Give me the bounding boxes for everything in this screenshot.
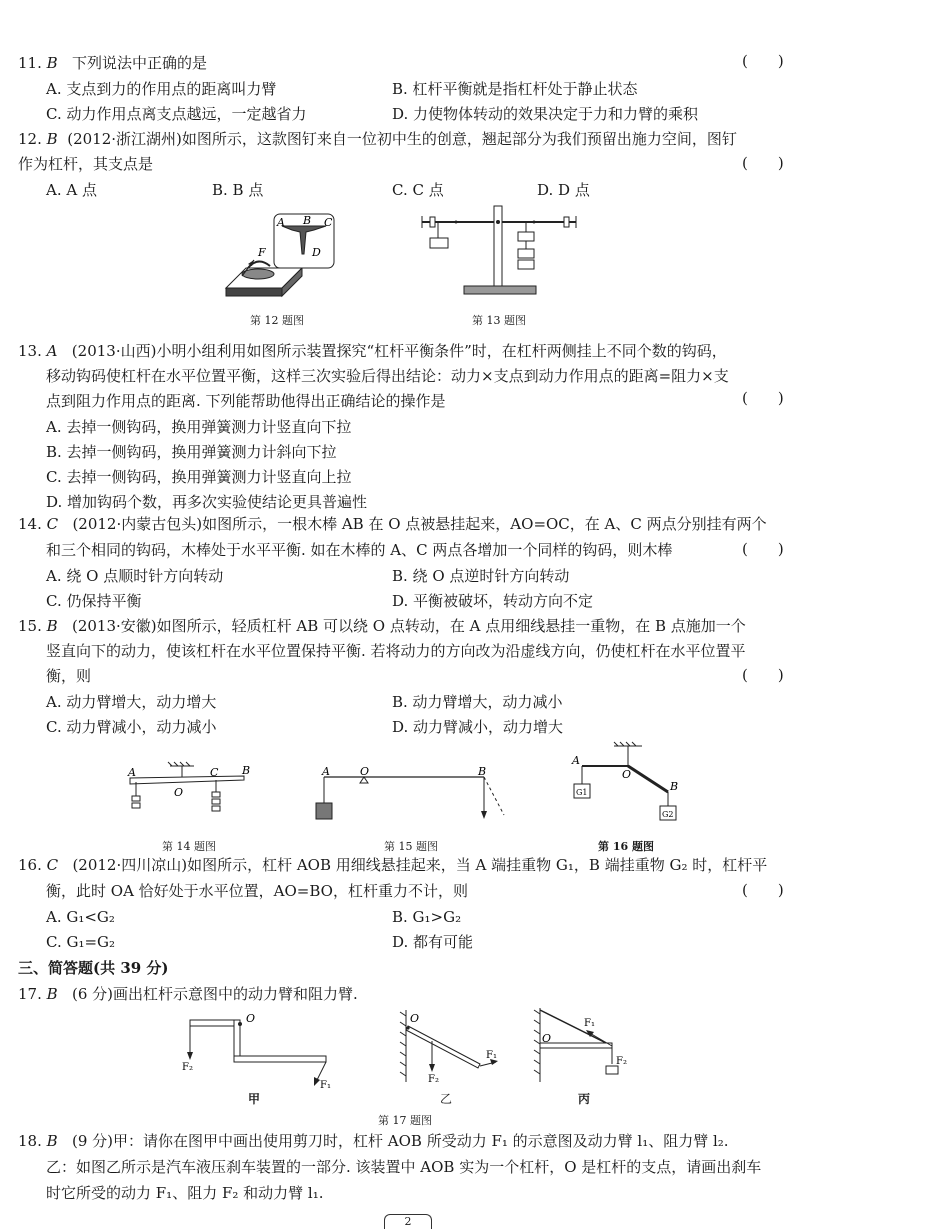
fig12-label-f: F — [258, 246, 266, 259]
q13-line2: 移动钩码使杠杆在水平位置平衡，这样三次实验后得出结论：动力×支点到动力作用点的距离=阻力×支 — [46, 367, 729, 385]
fig14-label-b: B — [242, 764, 251, 777]
fig12-label-b: B — [303, 214, 312, 227]
q14-option-c: C. 仍保持平衡 — [46, 592, 142, 610]
fig16-label-g1: G1 — [576, 788, 588, 797]
q18-line2: 乙：如图乙所示是汽车液压刹车装置的一部分. 该装置中 AOB 实为一个杠杆，O 是杠杆的支点，请画出刹车 — [46, 1158, 762, 1176]
q17-stem: 17. B (6 分)画出杠杆示意图中的动力臂和阻力臂. — [18, 985, 358, 1003]
fig16-label-b: B — [670, 780, 679, 793]
fig17-jia-label-o: O — [246, 1012, 256, 1025]
fig13-caption: 第 13 题图 — [472, 314, 526, 327]
q16-line2: 衡，此时 OA 恰好处于水平位置，AO=BO，杠杆重力不计，则 — [46, 882, 468, 900]
fig16-caption: 第 16 题图 — [598, 840, 654, 853]
q13-option-d: D. 增加钩码个数，再多次实验使结论更具普遍性 — [46, 493, 368, 511]
fig15-label-b: B — [478, 765, 487, 778]
q14-option-b: B. 绕 O 点逆时针方向转动 — [392, 567, 570, 585]
fig17-bing-label-f2: F₂ — [616, 1056, 627, 1067]
q12-option-b: B. B 点 — [212, 181, 264, 199]
fig15-lever-diagram — [314, 765, 514, 827]
q14-option-d: D. 平衡被破坏，转动方向不定 — [392, 592, 594, 610]
q16-paren: ( ) — [742, 881, 784, 899]
fig14-label-c: C — [210, 766, 219, 779]
q12-option-d: D. D 点 — [537, 181, 590, 199]
q13-line1: 13. A (2013·山西)小明小组利用如图所示装置探究“杠杆平衡条件”时，在杠杆两侧挂上不同个数的钩码， — [18, 342, 727, 360]
fig12-label-d: D — [312, 246, 321, 259]
q13-option-a: A. 去掉一侧钩码，换用弹簧测力计竖直向下拉 — [46, 418, 352, 436]
fig17-caption: 第 17 题图 — [378, 1114, 432, 1127]
q14-line1: 14. C (2012·内蒙古包头)如图所示，一根木棒 AB 在 O 点被悬挂起来，AO=OC，在 A、C 两点分别挂有两个 — [18, 515, 767, 533]
fig12-label-a: A — [277, 216, 285, 229]
fig15-caption: 第 15 题图 — [384, 840, 438, 853]
q13-line3: 点到阻力作用点的距离. 下列能帮助他得出正确结论的操作是 — [46, 392, 446, 410]
q16-option-c: C. G₁=G₂ — [46, 933, 116, 951]
fig12-thumbtack-diagram — [218, 210, 338, 305]
fig17-jia-label-f2: F₂ — [182, 1062, 193, 1073]
q18-line3: 时它所受的动力 F₁、阻力 F₂ 和动力臂 l₁. — [46, 1184, 324, 1202]
q16-option-d: D. 都有可能 — [392, 933, 474, 951]
q15-paren: ( ) — [742, 666, 784, 684]
q12-option-c: C. C 点 — [392, 181, 444, 199]
fig17-yi-diagram — [396, 1006, 506, 1086]
fig13-lever-stand-diagram — [416, 204, 581, 298]
q16-option-a: A. G₁<G₂ — [46, 908, 115, 926]
q18-line1: 18. B (9 分)甲：请你在图甲中画出使用剪刀时，杠杆 AOB 所受动力 F₁ 的示意图及动力臂 l₁、阻力臂 l₂. — [18, 1132, 729, 1150]
fig12-caption: 第 12 题图 — [250, 314, 304, 327]
fig17-bing-label-o: O — [542, 1032, 552, 1045]
section-3-heading: 三、简答题(共 39 分) — [18, 959, 169, 977]
q15-option-d: D. 动力臂减小，动力增大 — [392, 718, 564, 736]
fig16-label-o: O — [622, 768, 632, 781]
q11-option-c: C. 动力作用点离支点越远，一定越省力 — [46, 105, 307, 123]
q11-option-b: B. 杠杆平衡就是指杠杆处于静止状态 — [392, 80, 638, 98]
fig16-bent-lever-diagram — [568, 742, 688, 828]
fig17-yi-caption: 乙 — [440, 1092, 453, 1106]
q15-line2: 竖直向下的动力，使该杠杆在水平位置保持平衡. 若将动力的方向改为沿虚线方向，仍使杠杆在水平位置平 — [46, 642, 746, 660]
q11-option-d: D. 力使物体转动的效果决定于力和力臂的乘积 — [392, 105, 699, 123]
q11-paren: ( ) — [742, 52, 784, 70]
fig14-lever-diagram — [124, 762, 254, 824]
fig16-label-a: A — [572, 754, 580, 767]
fig17-yi-label-f2: F₂ — [428, 1074, 439, 1085]
q11-option-a: A. 支点到力的作用点的距离叫力臂 — [46, 80, 277, 98]
q13-paren: ( ) — [742, 389, 784, 407]
fig17-jia-caption: 甲 — [248, 1092, 261, 1106]
q12-paren: ( ) — [742, 154, 784, 172]
fig17-yi-label-o: O — [410, 1012, 420, 1025]
fig17-jia-label-f1: F₁ — [320, 1080, 331, 1091]
q13-option-c: C. 去掉一侧钩码，换用弹簧测力计竖直向上拉 — [46, 468, 352, 486]
fig14-label-a: A — [128, 766, 136, 779]
q12-line1: 12. B (2012·浙江湖州)如图所示，这款图钉来自一位初中生的创意，翘起部分为我们预留出施力空间，图钉 — [18, 130, 737, 148]
q15-option-c: C. 动力臂减小，动力减小 — [46, 718, 217, 736]
fig15-label-a: A — [322, 765, 330, 778]
fig17-yi-label-f1: F₁ — [486, 1050, 497, 1061]
q14-line2: 和三个相同的钩码，木棒处于水平平衡. 如在木棒的 A、C 两点各增加一个同样的钩码，则木棒 — [46, 541, 673, 559]
fig15-label-o: O — [360, 765, 370, 778]
q16-option-b: B. G₁>G₂ — [392, 908, 462, 926]
page-number: 2 — [384, 1214, 432, 1229]
fig17-bing-label-f1: F₁ — [584, 1018, 595, 1029]
fig17-jia-diagram — [178, 1012, 338, 1092]
fig17-bing-caption: 丙 — [578, 1092, 591, 1106]
q15-line3: 衡，则 — [46, 667, 92, 685]
fig16-label-g2: G2 — [662, 810, 674, 819]
fig14-label-o: O — [174, 786, 184, 799]
q16-line1: 16. C (2012·四川凉山)如图所示，杠杆 AOB 用细线悬挂起来，当 A 端挂重物 G₁，B 端挂重物 G₂ 时，杠杆平 — [18, 856, 768, 874]
q12-option-a: A. A 点 — [46, 181, 97, 199]
q11-stem: 11. B 下列说法中正确的是 — [18, 54, 207, 72]
fig17-bing-diagram — [530, 1006, 640, 1086]
fig12-label-c: C — [324, 216, 333, 229]
q13-option-b: B. 去掉一侧钩码，换用弹簧测力计斜向下拉 — [46, 443, 337, 461]
fig14-caption: 第 14 题图 — [162, 840, 216, 853]
q15-option-b: B. 动力臂增大，动力减小 — [392, 693, 563, 711]
q14-paren: ( ) — [742, 540, 784, 558]
q12-line2: 作为杠杆，其支点是 — [18, 155, 154, 173]
q14-option-a: A. 绕 O 点顺时针方向转动 — [46, 567, 224, 585]
q15-option-a: A. 动力臂增大，动力增大 — [46, 693, 217, 711]
q15-line1: 15. B (2013·安徽)如图所示，轻质杠杆 AB 可以绕 O 点转动，在 A 点用细线悬挂一重物，在 B 点施加一个 — [18, 617, 746, 635]
